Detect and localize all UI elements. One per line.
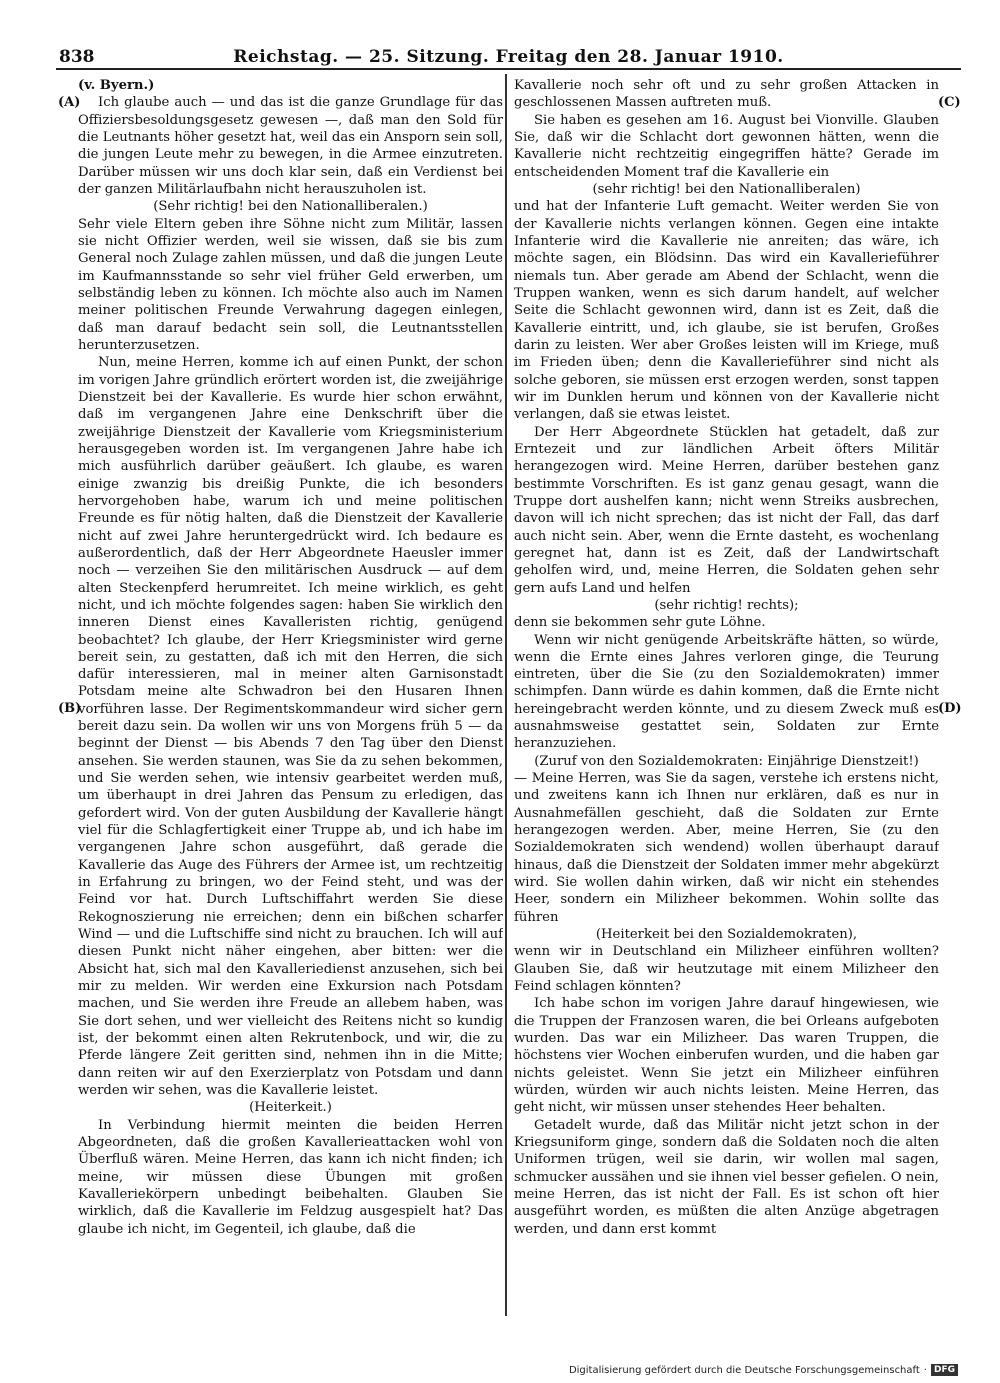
paragraph: Nun, meine Herren, komme ich auf einen Punkt, der schon im vorigen Jahre gründlich erörtert worden ist, die zweijährige Dienstzeit bei der Kavallerie. Es wurde hier schon erwähnt, daß im vergangenen Jahre eine Denkschrift über die zweijährige Dienstzeit der Kavallerie vom Kriegsministerium herausgegeben worden ist. Im vergangenen Jahre habe ich mich ausführlich darüber geäußert. Ich glaube, es waren einige zwanzig bis dreißig Punkte, die ich besonders hervorgehoben habe, warum ich und meine politischen Freunde es für nötig halten, daß die Dienstzeit der Kavallerie nicht auf zwei Jahre heruntergedrückt wird. Ich bedaure es außerordentlich, daß der Herr Abgeordnete Haeusler immer noch — verzeihen Sie den militärischen Ausdruck — auf dem alten Steckenpferd herumreitet. Ich meine wirklich, es geht nicht, und ich möchte folgendes sagen: haben Sie wirklich den inneren Dienst eines Kavalleristen richtig, genügend beobachtet? Ich glaube, der Herr Kriegsminister wird gerne bereit sein, zu gestatten, daß ich mit den Herren, die sich dafür interessieren, mal in meiner alten Garnisonstadt Potsdam meine alte Schwadron bei den Husaren Ihnen vorführen lasse. Der Regimentskommandeur wird sicher gern bereit dazu sein. Da wollen wir uns von Morgens früh 5 — da beginnt der Dienst — bis Abends 7 den Tag über den Dienst ansehen. Sie werden staunen, was Sie da zu sehen bekommen, und Sie werden sehen, wie intensiv gearbeitet werden muß, um überhaupt in drei Jahren das Pensum zu erledigen, das gefordert wird. Von der guten Ausbildung der Kavallerie hängt viel für die Schlagfertigkeit einer Truppe ab, und ich habe im vergangenen Jahre schon ausgeführt, daß gerade die Kavallerie das Auge des Führers der Armee ist, um rechtzeitig in Erfahrung zu bringen, wo der Feind steht, und was der Feind vor hat. Durch Luftschiffahrt werden Sie diese Rekognoszierung nie erreichen; denn ein bißchen scharfer Wind — und die Luftschiffe sind nicht zu brauchen. Ich will auf diesen Punkt nicht näher eingehen, aber bitten: wer die Absicht hat, sich mal den Kavalleriedienst anzusehen, sich bei mir zu melden. Wir werden eine Exkursion nach Potsdam machen, und Sie werden ihre Freude an allebem haben, was Sie dort sehen, und wer vielleicht des Reitens nicht so kundig ist, der bekommt einen alten Rekrutenbock, und wir, die zu Pferde längere Zeit geritten sind, nehmen ihn in die Mitte; dann reiten wir auf den Exerzierplatz von Potsdam und dann werden wir sehen, was die Kavallerie leistet. xyxy=(78,355,503,1099)
paragraph: denn sie bekommen sehr gute Löhne. xyxy=(514,615,766,631)
paragraph: Wenn wir nicht genügende Arbeitskräfte hätten, so würde, wenn die Ernte eines Jahres verloren ginge, die Teurung eintreten, über die Sie (zu den Sozialdemokraten) immer schimpfen. Dann würde es dahin kommen, daß die Ernte nicht hereingebracht werden könnte, und zu diesem Zweck muß es ausnahmsweise gestattet sein, Soldaten zur Ernte heranzuziehen. xyxy=(514,632,939,752)
paragraph: Kavallerie noch sehr oft und zu sehr großen Attacken in geschlossenen Massen auftreten muß. xyxy=(514,78,939,111)
interjection: (Sehr richtig! bei den Nationalliberalen.) xyxy=(153,199,428,215)
page-number: 838 xyxy=(59,47,95,67)
header-rule xyxy=(56,68,961,70)
paragraph: Ich habe schon im vorigen Jahre darauf hingewiesen, wie die Truppen der Franzosen waren, die bei Orleans aufgeboten wurden. Das war ein Milizheer. Das waren Truppen, die höchstens vier Wochen einberufen wurden, und die haben gar nichts geleistet. Wenn Sie jetzt ein Milizheer einführen würden, würden wir auch nichts leisten. Meine Herren, das geht nicht, wir müssen unser stehendes Heer behalten. xyxy=(514,996,939,1116)
column-divider xyxy=(505,74,507,1316)
right-column xyxy=(514,77,939,1317)
interjection: (Heiterkeit bei den Sozialdemokraten), xyxy=(595,927,858,943)
margin-marker-a: (A) xyxy=(58,95,81,110)
paragraph: — Meine Herren, was Sie da sagen, verstehe ich erstens nicht, und zweitens kann ich Ihnen nur erklären, daß es nur in Ausnahmefällen geschieht, daß die Soldaten zur Ernte herangezogen werden. Aber, meine Herren, Sie (zu den Sozialdemokraten sich wendend) wollen überhaupt darauf hinaus, daß die Dienstzeit der Soldaten immer mehr abgekürzt wird. Sie wollen dahin wirken, daß wir nicht ein stehendes Heer, sondern ein Milizheer bekommen. Wohin sollte das führen xyxy=(514,771,939,925)
interjection: (sehr richtig! rechts); xyxy=(654,597,799,613)
interjection: (Zuruf von den Sozialdemokraten: Einjährige Dienstzeit!) xyxy=(534,753,919,769)
page-header xyxy=(56,45,961,69)
interjection: (sehr richtig! bei den Nationalliberalen) xyxy=(592,181,861,197)
paragraph: Sie haben es gesehen am 16. August bei Vionville. Glauben Sie, daß wir die Schlacht dort gewonnen hätten, wenn die Kavallerie nicht rechtzeitig eingegriffen hätte? Gerade im entscheidenden Moment traf die Kavallerie ein xyxy=(514,112,939,180)
left-column xyxy=(78,77,503,1317)
paragraph: Sehr viele Eltern geben ihre Söhne nicht zum Militär, lassen sie nicht Offizier werden, weil sie wissen, daß sie bis zum General noch Zulage zahlen müssen, und daß die jungen Leute im Kaufmannsstande so sehr viel früher Geld erwerben, um selbständig leben zu können. Ich möchte also auch im Namen meiner politischen Freunde Verwahrung dagegen einlegen, daß man darauf bedacht sein soll, die Leutnantsstellen herunterzusetzen. xyxy=(78,216,503,353)
paragraph: und hat der Infanterie Luft gemacht. Weiter werden Sie von der Kavallerie nichts verlangen können. Gegen eine intakte Infanterie wird die Kavallerie nie anreiten; das wäre, ich möchte sagen, ein Blödsinn. Das wird ein Kavallerieführer niemals tun. Aber gerade am Abend der Schlacht, wenn die Truppen wanken, wenn es sich darum handelt, auf welcher Seite die Schlacht gewonnen wird, dann ist es Zeit, daß die Kavallerie eintritt, und, ich glaube, sie ist berufen, Großes darin zu leisten. Wer aber Großes leisten will im Kriege, muß im Frieden üben; denn die Kavallerieführer sind nicht als solche geboren, sie müssen erst erzogen werden, sonst tappen wir im Dunklen herum und können von der Kavallerie nicht verlangen, daß sie etwas leistet. xyxy=(514,199,939,423)
paragraph: Der Herr Abgeordnete Stücklen hat getadelt, daß zur Erntezeit und zur ländlichen Arbeit öfters Militär herangezogen wird. Meine Herren, darüber bestehen ganz bestimmte Vorschriften. Es ist ganz genau gesagt, wann die Truppe dort aushelfen kann; nicht wenn Streiks ausbrechen, davon will ich nicht sprechen; das ist nicht der Fall, das darf auch nicht sein. Aber, wenn die Ernte dasteht, es wochenlang geregnet hat, dann ist es Zeit, daß der Landwirtschaft geholfen wird, und, meine Herren, die Soldaten gehen sehr gern aufs Land und helfen xyxy=(514,424,939,596)
footer-text: Digitalisierung gefördert durch die Deutsche Forschungsgemeinschaft xyxy=(568,1364,920,1376)
footer-credit: Digitalisierung gefördert durch die Deutsche Forschungsgemeinschaft · DFG xyxy=(569,1364,958,1376)
interjection: (Heiterkeit.) xyxy=(249,1100,332,1116)
margin-marker-d: (D) xyxy=(938,701,962,716)
paragraph: Ich glaube auch — und das ist die ganze Grundlage für das Offiziersbesoldungsgesetz gewesen —, daß man den Sold für die Leutnants höher gesetzt hat, weil das ein Ansporn sein soll, die jungen Leute mehr zu bewegen, in die Armee einzutreten. Darüber müssen wir uns doch klar sein, daß ein Verdienst bei der ganzen Militärlaufbahn nicht herauszuholen ist. xyxy=(78,95,503,197)
paragraph: In Verbindung hiermit meinten die beiden Herren Abgeordneten, daß die großen Kavallerieattacken wohl von Überfluß wären. Meine Herren, das kann ich nicht finden; ich meine, wir müssen diese Übungen mit großen Kavalleriekörpern unbedingt beibehalten. Glauben Sie wirklich, daß die Kavallerie im Feldzug ausgespielt hat? Das glaube ich nicht, im Gegenteil, ich glaube, daß die xyxy=(78,1117,503,1237)
margin-marker-c: (C) xyxy=(938,95,961,110)
dfg-logo: DFG xyxy=(931,1364,958,1376)
speaker-label: (v. Byern.) xyxy=(78,78,155,93)
margin-marker-b: (B) xyxy=(58,701,82,716)
running-title: Reichstag. — 25. Sitzung. Freitag den 28. Januar 1910. xyxy=(233,47,784,67)
paragraph: Getadelt wurde, daß das Militär nicht jetzt schon in der Kriegsuniform ginge, sondern daß die Soldaten noch die alten Uniformen trügen, weil sie darin, wir wollen mal sagen, schmucker aussähen und sie ihnen viel besser gefielen. O nein, meine Herren, das ist nicht der Fall. Es ist schon oft hier ausgeführt worden, es müßten die alten Anzüge abgetragen werden, und dann erst kommt xyxy=(514,1117,939,1237)
paragraph: wenn wir in Deutschland ein Milizheer einführen wollten? Glauben Sie, daß wir heutzutage mit einem Milizheer den Feind schlagen könnten? xyxy=(514,944,939,995)
